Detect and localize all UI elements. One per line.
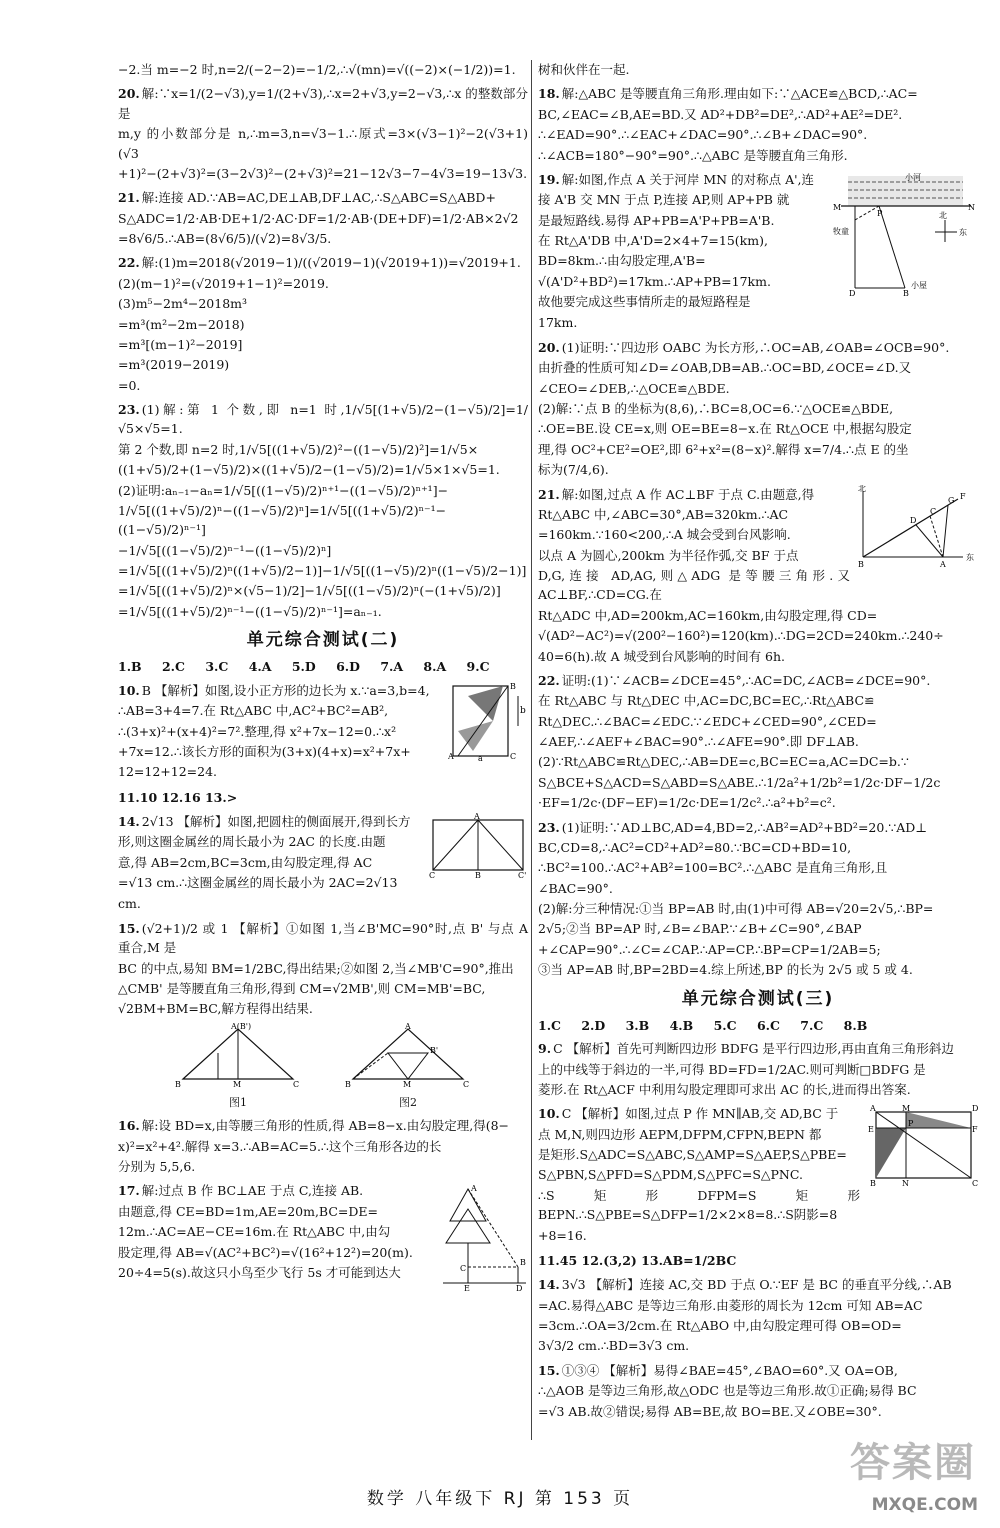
svg-text:D: D	[972, 1104, 978, 1114]
svg-text:A: A	[940, 559, 946, 569]
left-item-11-13: 11.10 12.16 13.>	[118, 789, 238, 805]
item-number: 23.	[118, 402, 140, 417]
text-line: cm.	[118, 895, 141, 911]
svg-text:M: M	[833, 202, 842, 212]
choice-answer: 8.B	[843, 1017, 868, 1033]
text-line: 由题意,得 CE=BD=1m,AE=20m,BC=DE=	[118, 1203, 379, 1219]
text-line: ∴△AOB 是等边三角形,故△ODC 也是等边三角形.故①正确;易得 BC	[538, 1383, 917, 1399]
choice-answer: 5.C	[713, 1017, 737, 1033]
svg-text:G: G	[948, 495, 955, 505]
text-line: 理,得 OC²+CE²=OE²,即 6²+x²=(8−x)².解得 x=7/4.∴点 E 的坐	[538, 441, 909, 457]
text-line: 树和伙伴在一起.	[538, 62, 630, 77]
figure-2	[343, 1023, 473, 1111]
right-item-18	[538, 84, 978, 165]
figure-caption: 图2	[399, 1096, 417, 1110]
text-line: 40=6(h).故 A 城受到台风影响的时间有 6h.	[538, 648, 786, 664]
text-line: 标为(7/4,6).	[538, 462, 609, 478]
text-line: C 【解析】如图,过点 P 作 MN∥AB,交 AD,BC 于	[561, 1106, 839, 1122]
triangle-figure-1	[173, 1023, 303, 1089]
svg-text:A: A	[870, 1104, 876, 1114]
text-line: 解:连接 AD.∵AB=AC,DE⊥AB,DF⊥AC,∴S△ABC=S△ABD+	[141, 190, 496, 206]
footer-page-number: 第 153 页	[534, 1489, 634, 1509]
east-label: 东	[966, 552, 974, 562]
choice-answer: 8.A	[423, 659, 447, 675]
house-label: 小屋	[911, 280, 927, 290]
watermark-logo: 答案圈	[850, 1440, 976, 1486]
text-line: 解:△ABC 是等腰直角三角形.理由如下:∵△ACE≌△BCD,∴AC=	[561, 86, 918, 102]
choice-answer: 7.C	[800, 1017, 824, 1033]
left-item-14	[118, 812, 528, 914]
svg-text:P: P	[877, 208, 883, 218]
watermark	[824, 1432, 982, 1518]
svg-text:A: A	[471, 1184, 477, 1194]
text-line: 股定理,得 AB=√(AC²+BC²)=√(16²+12²)=20(m).	[118, 1244, 413, 1260]
svg-text:N: N	[902, 1179, 909, 1189]
text-line: ①③④ 【解析】易得∠BAE=45°,∠BAO=60°.又 OA=OB,	[561, 1362, 898, 1378]
text-line: =1/√5[((1+√5)/2)ⁿ((1+√5)/2−1)]−1/√5[((1−√5)/2)ⁿ((1−√5)/2−1)]	[118, 563, 527, 578]
choice-answer: 4.A	[248, 659, 272, 675]
svg-text:B: B	[520, 1258, 526, 1268]
text-line: 1/√5[((1+√5)/2)ⁿ−((1−√5)/2)ⁿ]=1/√5[((1+√5)/2)ⁿ⁻¹−((1−√5)/2)ⁿ⁻¹]	[118, 502, 447, 538]
svg-text:B': B'	[430, 1045, 439, 1055]
text-line: (√2+1)/2 或 1 【解析】①如图 1,当∠B'MC=90°时,点 B' 与点 A 重合,M 是	[118, 920, 528, 956]
tree-bird-figure	[438, 1181, 528, 1291]
svg-text:C': C'	[518, 871, 527, 879]
svg-text:C: C	[429, 871, 436, 879]
text-line: √2BM+BM=BC,解方程得出结果.	[118, 1001, 313, 1017]
text-line: 解:如图,过点 A 作 AC⊥BF 于点 C.由题意,得	[561, 486, 815, 502]
left-item-21	[118, 188, 528, 248]
text-line: 12m.∴AC=AE−CE=16m.在 Rt△ABC 中,由勾	[118, 1224, 391, 1240]
footer-subject: 数学	[366, 1489, 407, 1509]
item-number: 21.	[538, 486, 560, 502]
item-number: 16.	[118, 1118, 140, 1134]
north-label: 北	[858, 484, 866, 493]
svg-text:P: P	[908, 1119, 914, 1129]
item-number: 10.	[538, 1106, 560, 1122]
item-number: 23.	[538, 819, 560, 835]
text-line: 故他要完成这些事情所走的最短路程是	[538, 294, 751, 310]
text-line: ((1+√5)/2+(1−√5)/2)×((1+√5)/2−(1−√5)/2)=1/√5×1×√5=1.	[118, 462, 500, 478]
text-line: ∴OE=BE.设 CE=x,则 OE=BE=8−x.在 Rt△OCE 中,根据勾股定	[538, 421, 912, 437]
svg-text:A: A	[448, 751, 454, 761]
right-item-11-13: 11.45 12.(3,2) 13.AB=1/2BC	[538, 1252, 737, 1268]
figure-caption: 图1	[229, 1096, 247, 1110]
right-item-prev	[538, 60, 978, 79]
text-line: Rt△ADC 中,AD=200km,AC=160km,由勾股定理,得 CD=	[538, 607, 878, 623]
item-number: 19.	[538, 171, 560, 187]
right-column	[538, 60, 978, 1426]
text-line: 菱形.在 Rt△ACF 中利用勾股定理即可求出 AC 的长,进而得出答案.	[538, 1081, 911, 1097]
text-line: x)²=x²+4².解得 x=3.∴AB=AC=5.∴这个三角形各边的长	[118, 1138, 442, 1154]
typhoon-path-figure	[858, 485, 978, 570]
choice-answer: 6.C	[756, 1017, 780, 1033]
right-item-20	[538, 338, 978, 480]
text-line: =m³(2019−2019)	[118, 357, 230, 373]
text-line: =3cm.∴OA=3/2cm.在 Rt△ABO 中,由勾股定理可得 OB=OD=	[538, 1318, 902, 1334]
svg-text:a: a	[478, 753, 483, 761]
rectangle-squares-figure	[448, 681, 528, 761]
text-line: 2√13 【解析】如图,把圆柱的侧面展开,得到长方	[141, 814, 411, 830]
text-line: =0.	[118, 377, 141, 393]
text-line: BD=8km.∴由勾股定理,A'B=	[538, 253, 706, 269]
item-number: 22.	[118, 255, 140, 271]
text-line: (2)∵Rt△ABC≌Rt△DEC,∴AB=DE=c,BC=EC=a,AC=DC=b.∵	[538, 754, 909, 770]
text-line: 上的中线等于斜边的一半,可得 BD=FD=1/2AC.则可判断□BDFG 是	[538, 1061, 926, 1077]
left-item-17	[118, 1181, 528, 1292]
svg-text:C: C	[460, 1264, 467, 1274]
text-line: +7x=12.∴该长方形的面积为(3+x)(4+x)=x²+7x+	[118, 743, 411, 759]
svg-text:A: A	[474, 812, 480, 822]
text-line: 17km.	[538, 314, 578, 330]
svg-text:M: M	[233, 1079, 242, 1089]
text-line: (1)证明:∵四边形 OABC 为长方形,∴OC=AB,∠OAB=∠OCB=90°.	[561, 339, 950, 355]
text-line: 由折叠的性质可知∠D=∠OAB,DB=AB.∴OC=BD,∠OCE=∠D.又	[538, 360, 912, 376]
svg-text:C: C	[930, 506, 937, 516]
text-line: 3√3 【解析】连接 AC,交 BD 于点 O.∵EF 是 BC 的垂直平分线,∴AB	[561, 1277, 952, 1293]
text-line: =8√6/5.∴AB=(8√6/5)/(√2)=8√3/5.	[118, 231, 332, 246]
text-line: +1)²−(2+√3)²=(3−2√3)²−(2+√3)²=21−12√3−7−4√3=19−13√3.	[118, 165, 528, 181]
item-number: 22.	[538, 672, 560, 688]
text-line: −2.当 m=−2 时,n=2/(−2−2)=−1/2,∴√(mn)=√((−2)×(−1/2))=1.	[118, 62, 516, 77]
choice-answer: 7.A	[380, 659, 404, 675]
left-item-20	[118, 84, 528, 183]
text-line: S△PBN,S△PFD=S△PDM,S△PFC=S△PNC.	[538, 1167, 803, 1183]
cylinder-unrolled-figure	[428, 812, 528, 878]
text-line: 解:(1)m=2018(√2019−1)/((√2019−1)(√2019+1))=√2019+1.	[141, 255, 521, 271]
item-number: 10.	[118, 682, 140, 698]
svg-text:B: B	[475, 871, 481, 879]
text-line: 是矩形.S△ADC=S△ABC,S△AMP=S△AEP,S△PBE=	[538, 1147, 847, 1163]
left-item-prev	[118, 60, 528, 79]
text-line: 解:∵x=1/(2−√3),y=1/(2+√3),∴x=2+√3,y=2−√3,∴x 的整数部分是	[118, 86, 528, 121]
text-line: 在 Rt△A'DB 中,A'D=2×4+7=15(km),	[538, 233, 768, 248]
text-line: BC,CD=8,∴AC²=CD²+AD²=80.∵BC=CD+BD=10,	[538, 839, 852, 855]
text-line: =√3 AB.故②错误;易得 AB=BE,故 BO=BE.又∠OBE=30°.	[538, 1403, 882, 1419]
text-line: 接 A'B 交 MN 于点 P,连接 AP,则 AP+PB 就	[538, 192, 790, 208]
text-line: 解:过点 B 作 BC⊥AE 于点 C,连接 AB.	[141, 1183, 364, 1199]
item-number: 20.	[538, 339, 560, 355]
item-number: 20.	[118, 86, 140, 102]
right-item-22	[538, 671, 978, 813]
text-line: 解:设 BD=x,由等腰三角形的性质,得 AB=8−x.由勾股定理,得(8−	[141, 1118, 509, 1134]
choice-answer: 4.B	[669, 1017, 694, 1033]
text-line: 3√3/2 cm.∴BD=3√3 cm.	[538, 1338, 690, 1354]
svg-text:A: A	[405, 1022, 411, 1031]
text-line: 12=12+12=24.	[118, 764, 218, 780]
text-line: BC 的中点,易知 BM=1/2BC,得出结果;②如图 2,当∠MB'C=90°,推出	[118, 960, 514, 976]
left-item-23	[118, 400, 528, 621]
text-line: 点 M,N,则四边形 AEPM,DFPM,CFPN,BEPN 都	[538, 1126, 822, 1142]
item-number: 21.	[118, 190, 140, 206]
east-label: 东	[959, 227, 967, 237]
item-number: 15.	[118, 920, 140, 936]
text-line: 第 2 个数,即 n=2 时,1/√5[((1+√5)/2)²−((1−√5)/2)²]=1/√5×	[118, 441, 479, 457]
text-line: =1/√5[((1+√5)/2)ⁿ×(√5−1)/2]−1/√5[((1−√5)/2)ⁿ(−(1+√5)/2)]	[118, 583, 501, 599]
text-line: ∴∠EAD=90°.∴∠EAC+∠DAC=90°.∴∠B+∠DAC=90°.	[538, 127, 868, 143]
choice-answer: 5.D	[291, 659, 316, 675]
text-line: D,G,连接 AD,AG,则△ADG 是等腰三角形.又 AC⊥BF,∴CD=CG.在	[538, 568, 850, 603]
svg-text:C: C	[463, 1079, 470, 1089]
text-line: (1)解:第 1 个数,即 n=1 时,1/√5[(1+√5)/2−(1−√5)/2]=1/√5×√5=1.	[118, 402, 528, 437]
choice-answer: 1.B	[118, 659, 142, 675]
text-line: ∴S矩形DFPM=S矩形BEPN.∴S△PBE=S△DFP=1/2×2×8=8.∴S阴影=8	[538, 1187, 860, 1223]
text-line: ∴BC²=100.∴AC²+AB²=100=BC².∴△ABC 是直角三角形,且	[538, 860, 888, 876]
left-item-16	[118, 1116, 528, 1176]
svg-text:D: D	[849, 288, 856, 298]
figure-1	[173, 1023, 303, 1111]
rectangle-point-figure	[868, 1104, 978, 1189]
text-line: 2√5;②当 BP=AP 时,∠B=∠BAP.∵∠B+∠C=90°,∠BAP	[538, 921, 862, 937]
watermark-url: MXQE.COM	[871, 1494, 978, 1515]
text-line: 在 Rt△ABC 与 Rt△DEC 中,AC=DC,BC=EC,∴Rt△ABC≌	[538, 693, 875, 709]
text-line: (3)m⁵−2m⁴−2018m³	[118, 296, 248, 312]
section-title-unit-2: 单元综合测试(二)	[246, 630, 400, 651]
svg-text:F: F	[960, 491, 966, 501]
text-line: ∴∠ACB=180°−90°=90°.∴△ABC 是等腰直角三角形.	[538, 147, 848, 163]
right-item-15	[538, 1361, 978, 1421]
svg-text:E: E	[464, 1284, 470, 1292]
text-line: 形,则这圈金属丝的周长最小为 2AC 的长度.由题	[118, 834, 386, 850]
svg-text:C: C	[293, 1079, 300, 1089]
text-line: =AC.易得△ABC 是等边三角形.由菱形的周长为 12cm 可知 AB=AC	[538, 1297, 923, 1313]
text-line: +8=16.	[538, 1227, 587, 1243]
text-line: √(AD²−AC²)=√(200²−160²)=120(km).∴DG=2CD=240km.∴240÷	[538, 628, 944, 644]
text-line: ·EF=1/2c·(DF−EF)=1/2c·DE=1/2c².∴a²+b²=c².	[538, 795, 836, 811]
choice-answer: 1.C	[538, 1017, 561, 1033]
svg-text:B: B	[345, 1079, 351, 1089]
river-label: 小河	[905, 172, 921, 182]
text-line: 以点 A 为圆心,200km 为半径作弧,交 BF 于点	[538, 547, 799, 563]
footer-grade: 八年级下	[415, 1489, 496, 1509]
right-item-10	[538, 1104, 978, 1246]
svg-text:B: B	[870, 1179, 876, 1189]
svg-text:D: D	[516, 1284, 523, 1292]
text-line: 20÷4=5(s).故这只小鸟至少飞行 5s 才可能到达大	[118, 1264, 401, 1280]
text-line: 分别为 5,5,6.	[118, 1159, 196, 1175]
text-line: m,y 的小数部分是 n,∴m=3,n=√3−1.∴原式=3×(√3−1)²−2(√3+1)(√3	[118, 126, 528, 161]
svg-text:B: B	[175, 1079, 181, 1089]
north-label: 北	[939, 210, 947, 220]
column-divider	[531, 60, 532, 1440]
triangle-figure-2	[343, 1023, 473, 1089]
text-line: ∠CEO=∠DEB,∴△OCE≌△BDE.	[538, 380, 730, 396]
right-item-9	[538, 1039, 978, 1099]
text-line: =m³[(m−1)²−2019]	[118, 336, 243, 352]
svg-text:B: B	[858, 559, 864, 569]
choice-answer: 3.C	[205, 659, 229, 675]
item-number: 18.	[538, 86, 560, 102]
svg-text:M: M	[902, 1104, 911, 1114]
svg-text:b: b	[520, 705, 526, 716]
choice-answer: 9.C	[466, 659, 490, 675]
item-number: 9.	[538, 1041, 552, 1057]
section-title-unit-3: 单元综合测试(三)	[681, 988, 835, 1009]
left-item-22	[118, 253, 528, 395]
text-line: 证明:(1)∵∠ACB=∠DCE=45°,∴AC=DC,∠ACB=∠DCE=90°.	[561, 672, 931, 688]
svg-text:D: D	[910, 515, 917, 525]
left-item-15	[118, 919, 528, 1111]
text-line: +∠CAP=90°.∴∠C=∠CAP.∴AP=CP.∴BP=CP=1/2AB=5;	[538, 941, 881, 957]
right-item-19	[538, 170, 978, 333]
text-line: =160km.∵160<200,∴A 城会受到台风影响.	[538, 527, 791, 543]
text-line: ∠AEF,∴∠AEF+∠BAC=90°.∴∠AFE=90°.即 DF⊥AB.	[538, 734, 859, 749]
text-line: =m³(m²−2m−2018)	[118, 316, 245, 332]
svg-text:N: N	[968, 202, 975, 212]
answer-choices	[538, 1016, 978, 1035]
svg-text:B: B	[510, 681, 516, 691]
herd-label: 牧童	[833, 226, 849, 236]
svg-text:A(B'): A(B')	[231, 1022, 252, 1031]
svg-text:C: C	[972, 1179, 978, 1189]
text-line: BC,∠EAC=∠B,AE=BD.又 AD²+DB²=DE²,∴AD²+AE²=DE².	[538, 106, 903, 122]
item-number: 14.	[538, 1277, 560, 1293]
text-line: ∴AB=3+4=7.在 Rt△ABC 中,AC²+BC²=AB²,	[118, 703, 389, 719]
footer-edition: RJ	[503, 1489, 527, 1509]
choice-answer: 3.B	[625, 1017, 650, 1033]
text-line: (1)证明:∵AD⊥BC,AD=4,BD=2,∴AB²=AD²+BD²=20.∵AD⊥	[561, 819, 928, 835]
text-line: 是最短路线.易得 AP+PB=A'P+PB=A'B.	[538, 212, 775, 228]
text-line: −1/√5[((1−√5)/2)ⁿ⁻¹−((1−√5)/2)ⁿ]	[118, 542, 332, 558]
text-line: =1/√5[((1+√5)/2)ⁿ⁻¹−((1−√5)/2)ⁿ⁻¹]=aₙ₋₁.	[118, 603, 382, 619]
svg-text:E: E	[868, 1125, 874, 1135]
text-line: √(A'D²+BD²)=17km.∴AP+PB=17km.	[538, 273, 771, 289]
choice-answer: 2.C	[161, 659, 185, 675]
text-line: S△ADC=1/2·AB·DE+1/2·AC·DF=1/2·AB·(DE+DF)=1/2·AB×2√2	[118, 210, 519, 226]
text-line: 解:如图,作点 A 关于河岸 MN 的对称点 A',连	[561, 171, 815, 187]
answer-choices	[118, 657, 528, 676]
svg-text:F: F	[972, 1125, 978, 1135]
text-line: C 【解析】首先可判断四边形 BDFG 是平行四边形,再由直角三角形斜边	[553, 1041, 954, 1057]
item-number: 17.	[118, 1183, 140, 1199]
text-line: 意,得 AB=2cm,BC=3cm,由勾股定理,得 AC	[118, 854, 373, 870]
text-line: (2)证明:aₙ₋₁−aₙ=1/√5[((1−√5)/2)ⁿ⁺¹−((1−√5)/2)ⁿ⁺¹]−	[118, 482, 449, 498]
text-line: ③当 AP=AB 时,BP=2BD=4.综上所述,BP 的长为 2√5 或 5 或 4.	[538, 962, 913, 978]
figure-row	[118, 1023, 528, 1111]
item-number: 15.	[538, 1362, 560, 1378]
left-column	[118, 60, 528, 1295]
svg-text:B: B	[903, 288, 909, 298]
river-map-figure	[833, 170, 978, 300]
text-line: Rt△DEC.∴∠BAC=∠EDC.∵∠EDC+∠CED=90°,∠CED=	[538, 713, 877, 729]
svg-text:C: C	[510, 751, 517, 761]
choice-answer: 6.D	[336, 659, 360, 675]
text-line: ∠BAC=90°.	[538, 880, 613, 896]
right-item-21	[538, 485, 978, 666]
text-line: △CMB' 是等腰直角三角形,得到 CM=√2MB',则 CM=MB'=BC,	[118, 981, 486, 997]
text-line: =√13 cm.∴这圈金属丝的周长最小为 2AC=2√13	[118, 875, 398, 891]
svg-text:M: M	[403, 1079, 412, 1089]
text-line: (2)解:分三种情况:①当 BP=AB 时,由(1)中可得 AB=√20=2√5,∴BP=	[538, 901, 934, 916]
left-item-10	[118, 681, 528, 783]
text-line: S△BCE+S△ACD=S△ABD=S△ABE.∴1/2a²+1/2b²=1/2c·DF−1/2c	[538, 774, 941, 790]
text-line: ∴(3+x)²+(x+4)²=7².整理,得 x²+7x−12=0.∴x²	[118, 723, 397, 739]
text-line: B 【解析】如图,设小正方形的边长为 x.∵a=3,b=4,	[141, 682, 430, 698]
choice-answer: 2.D	[581, 1017, 606, 1033]
right-item-23	[538, 818, 978, 980]
right-item-14	[538, 1275, 978, 1356]
item-number: 14.	[118, 814, 140, 830]
text-line: (2)(m−1)²=(√2019+1−1)²=2019.	[118, 275, 329, 291]
text-line: (2)解:∵点 B 的坐标为(8,6),∴BC=8,OC=6.∵△OCE≌△BDE,	[538, 401, 894, 416]
text-line: Rt△ABC 中,∠ABC=30°,AB=320km.∴AC	[538, 506, 789, 522]
